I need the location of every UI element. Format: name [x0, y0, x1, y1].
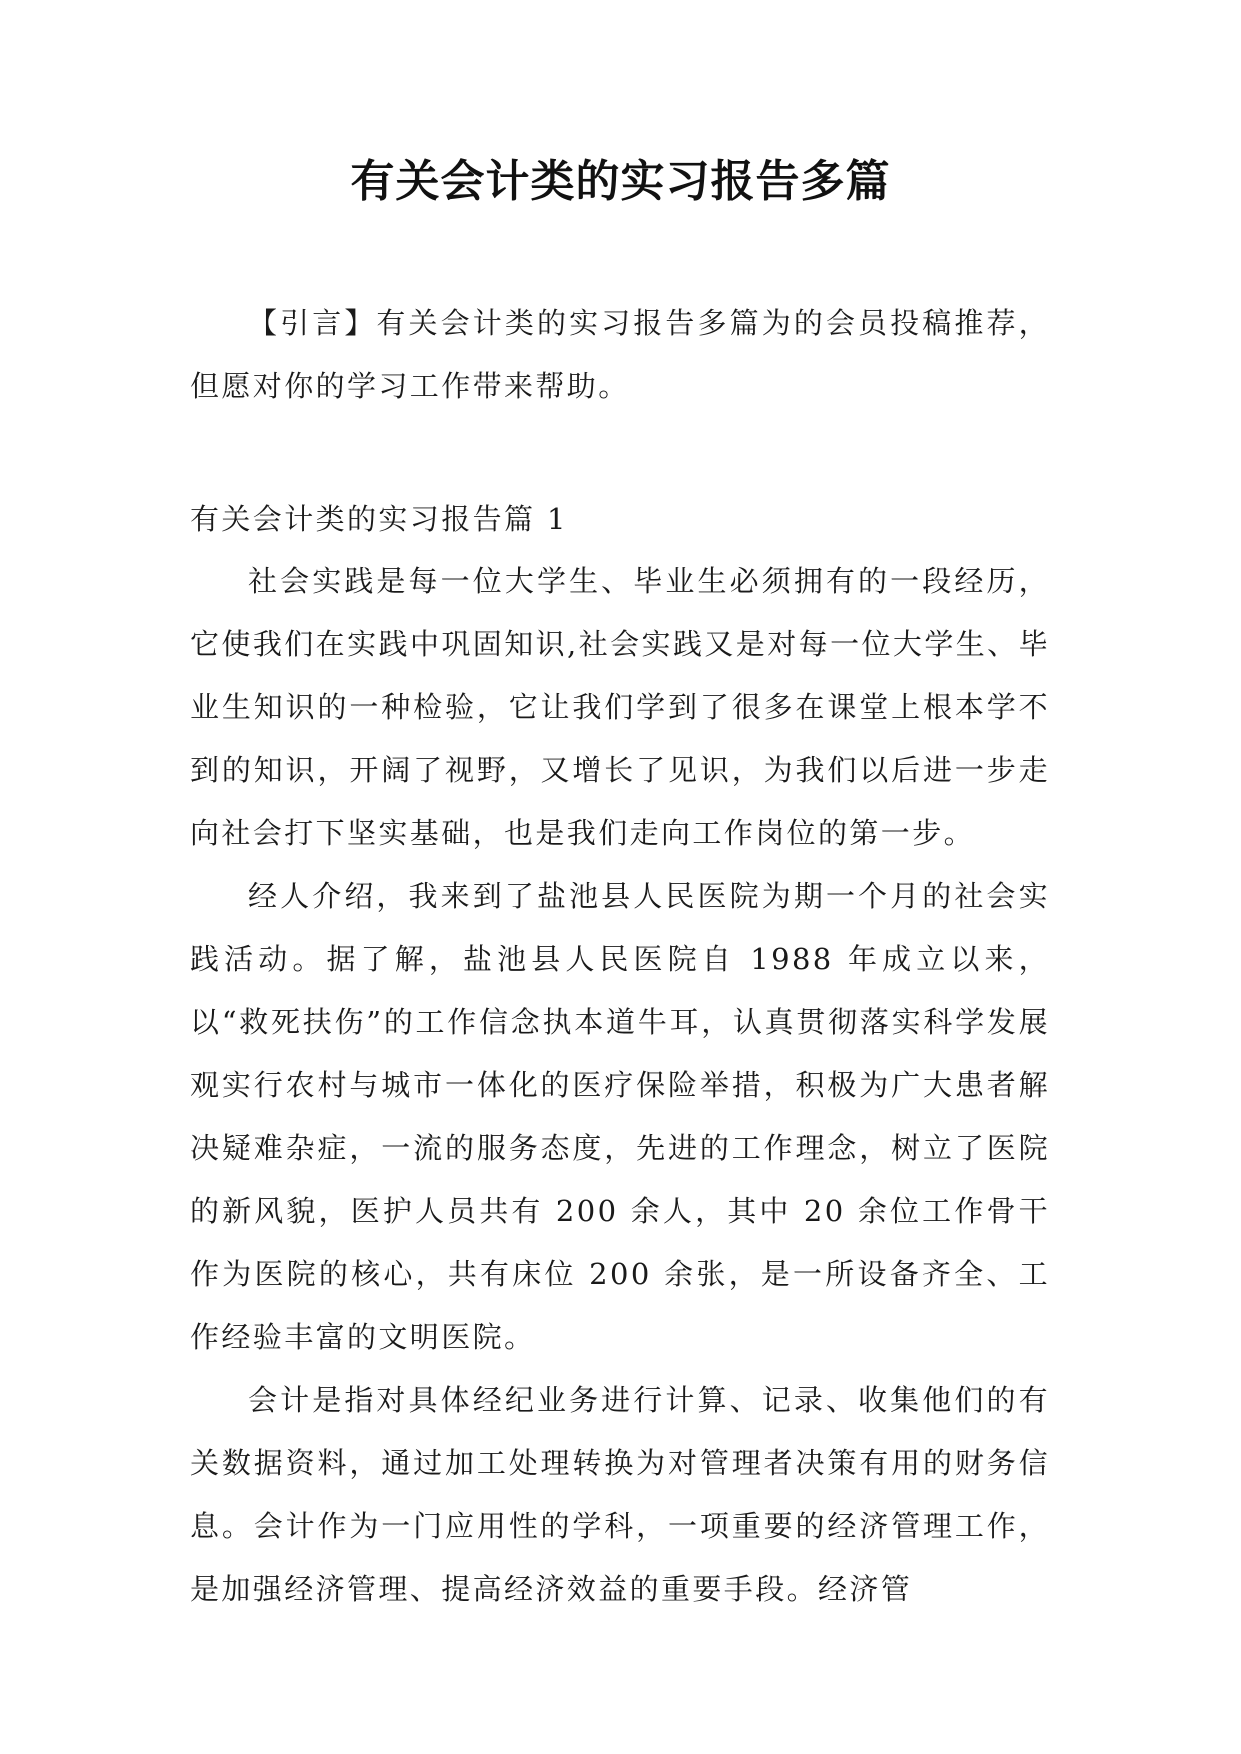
body-paragraph: 经人介绍，我来到了盐池县人民医院为期一个月的社会实践活动。据了解，盐池县人民医院自 1988 年成立以来，以“救死扶伤”的工作信念执本道牛耳，认真贯彻落实科学发展观实行农村与城市一体化的医疗保险举措，积极为广大患者解决疑难杂症，一流的服务态度，先进的工作理念，树立了医院的新风貌，医护人员共有 200 余人，其中 20 余位工作骨干作为医院的核心，共有床位 200 余张，是一所设备齐全、工作经验丰富的文明医院。 [190, 879, 1050, 1354]
body-paragraph: 社会实践是每一位大学生、毕业生必须拥有的一段经历，它使我们在实践中巩固知识,社会实践又是对每一位大学生、毕业生知识的一种检验，它让我们学到了很多在课堂上根本学不到的知识，开阔了视野，又增长了见识，为我们以后进一步走向社会打下坚实基础，也是我们走向工作岗位的第一步。 [190, 564, 1050, 850]
section-heading: 有关会计类的实习报告篇 1 [190, 502, 568, 536]
document-title: 有关会计类的实习报告多篇 [350, 156, 891, 207]
body-paragraph: 会计是指对具体经纪业务进行计算、记录、收集他们的有关数据资料，通过加工处理转换为对管理者决策有用的财务信息。会计作为一门应用性的学科，一项重要的经济管理工作，是加强经济管理、提高经济效益的重要手段。经济管 [190, 1383, 1050, 1606]
intro-paragraph: 【引言】有关会计类的实习报告多篇为的会员投稿推荐，但愿对你的学习工作带来帮助。 [190, 306, 1050, 403]
document-body [190, 292, 1050, 1621]
